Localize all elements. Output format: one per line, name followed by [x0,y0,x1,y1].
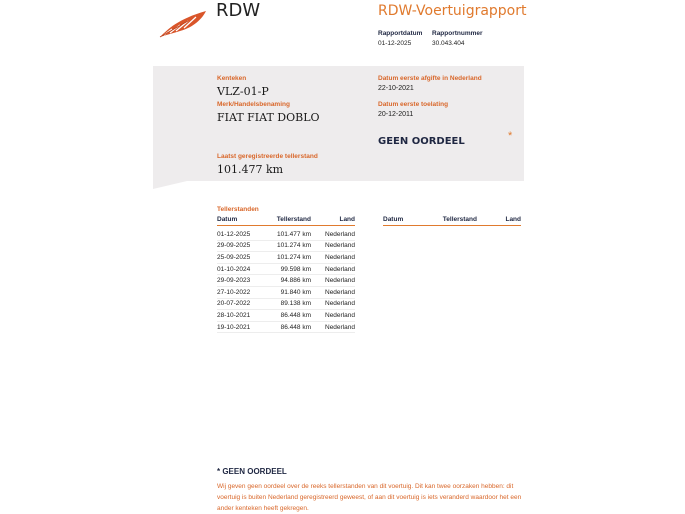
cell-country: Nederland [325,230,355,238]
readings-table-continued-header [383,216,521,226]
verdict-text: GEEN OORDEEL [378,136,465,147]
cell-country: Nederland [325,253,355,261]
cell-reading: 86.448 km [280,311,311,319]
cell-date: 01-10-2024 [217,265,251,273]
header-reading: Tellerstand [442,216,477,223]
header-country: Land [505,216,521,223]
plate-value: VLZ-01-P [217,85,269,98]
brand-name: RDW [216,0,261,21]
header-reading: Tellerstand [276,216,311,223]
cell-reading: 101.274 km [277,242,311,250]
cell-reading: 101.477 km [277,230,311,238]
cell-country: Nederland [325,288,355,296]
odometer-value: 101.477 km [217,163,284,176]
readings-table-header [217,216,355,226]
feather-logo-icon [158,9,208,39]
cell-date: 20-07-2022 [217,300,251,308]
plate-label: Kenteken [217,75,247,82]
readings-table [217,216,355,333]
table-row [217,275,355,287]
cell-date: 01-12-2025 [217,230,251,238]
readings-table-body [217,229,355,333]
cell-date: 28-10-2021 [217,311,251,319]
cell-date: 27-10-2022 [217,288,251,296]
table-row [217,299,355,311]
first-admission-label: Datum eerste toelating [378,101,449,108]
cell-reading: 99.598 km [280,265,311,273]
report-date-label: Rapportdatum [378,30,423,37]
make-label: Merk/Handelsbenaming [217,101,290,108]
cell-reading: 101.274 km [277,253,311,261]
first-nl-value: 22-10-2021 [378,85,414,92]
first-nl-label: Datum eerste afgifte in Nederland [378,75,482,82]
cell-country: Nederland [325,323,355,331]
cell-date: 25-09-2025 [217,253,251,261]
readings-table-continued [383,216,521,226]
cell-reading: 94.886 km [280,277,311,285]
cell-reading: 89.138 km [280,300,311,308]
table-row [217,310,355,322]
cell-country: Nederland [325,277,355,285]
table-row [217,241,355,253]
cell-date: 19-10-2021 [217,323,251,331]
first-nl-field [378,75,482,92]
header-date: Datum [383,216,404,223]
report-number-value: 30.043.404 [432,40,465,47]
cell-country: Nederland [325,311,355,319]
cell-country: Nederland [325,242,355,250]
make-field [217,101,320,124]
cell-country: Nederland [325,265,355,273]
verdict-asterisk: * [508,130,513,142]
readings-section-title: Tellerstanden [217,206,259,213]
header-date: Datum [217,216,238,223]
cell-date: 29-09-2023 [217,277,251,285]
report-number [432,30,483,47]
plate-field [217,75,269,98]
table-row [217,252,355,264]
cell-country: Nederland [325,300,355,308]
table-row [217,287,355,299]
table-row [217,322,355,334]
odometer-field [217,153,318,176]
table-row [217,264,355,276]
cell-reading: 91.840 km [280,288,311,296]
report-date [378,30,422,47]
report-date-value: 01-12-2025 [378,40,412,47]
footnote-text: Wij geven geen oordeel over de reeks tellerstanden van dit voertuig. Dit kan twee oorzaken hebben: dit voertuig is buiten Nederland geregistreerd geweest, of aan dit voertuig is iets veranderd waardoor het een ander kenteken heeft gekregen. [217,483,522,512]
cell-date: 29-09-2025 [217,242,251,250]
table-row [217,229,355,241]
cell-reading: 86.448 km [280,323,311,331]
report-number-label: Rapportnummer [432,30,483,37]
make-value: FIAT FIAT DOBLO [217,111,320,124]
panel-tab-shape [153,181,187,189]
footnote-title: * GEEN OORDEEL [217,467,287,476]
odometer-label: Laatst geregistreerde tellerstand [217,153,318,160]
first-admission-field [378,101,448,118]
header-country: Land [339,216,355,223]
report-title: RDW-Voertuigrapport [378,3,527,19]
first-admission-value: 20-12-2011 [378,111,414,118]
